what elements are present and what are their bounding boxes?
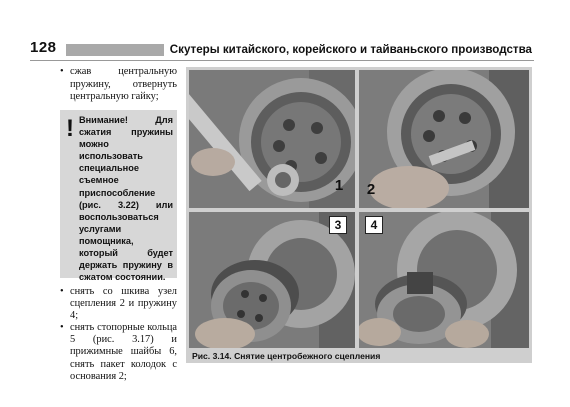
exclamation-icon: ! (66, 115, 74, 142)
figure-photo (189, 212, 355, 348)
panel-number: 3 (329, 216, 347, 234)
panel-number: 1 (334, 177, 344, 194)
list-item: • сжав центральную пружину, отвернуть центральную гайку; (60, 66, 177, 104)
figure-photo (359, 212, 529, 348)
page-header (30, 39, 534, 58)
figure-frame (186, 67, 532, 363)
warning-box (60, 110, 177, 283)
panel-number: 4 (365, 216, 383, 234)
list-item: • снять со шкива узел сцепления 2 и пружину 4; (60, 286, 177, 322)
header-rule (30, 60, 534, 61)
panel-number: 2 (366, 181, 376, 198)
list-item: • снять стопорные кольца 5 (рис. 3.17) и прижимные шайбы 6, снять пакет колодок с основания 2; (60, 322, 177, 382)
figure-caption: Рис. 3.14. Снятие центробежного сцепления (186, 350, 532, 363)
figure-photo (359, 70, 529, 208)
page-number: 128 (30, 39, 57, 56)
left-column (60, 66, 177, 104)
running-title: Скутеры китайского, корейского и тайваньского производства (164, 42, 534, 58)
clutch-photo-image (359, 70, 529, 208)
left-column-continued (60, 286, 177, 383)
figure-photo (189, 70, 355, 208)
clutch-photo-image (359, 212, 529, 348)
warning-text: Внимание! Для сжатия пружины можно использовать специальное съемное приспособление (рис. 3.22) или воспользоваться услугами помощника, который будет держать пружину в сжатом состоянии. (79, 115, 173, 283)
